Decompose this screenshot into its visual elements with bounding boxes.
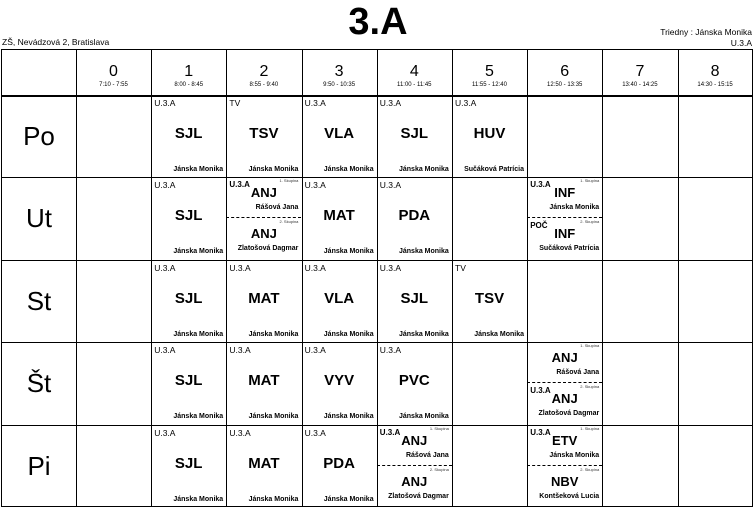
lesson-teacher: Jánska Monika	[173, 495, 224, 503]
period-header	[678, 50, 753, 95]
period-time: 11:55 - 12:40	[472, 82, 507, 88]
timetable-grid	[1, 49, 753, 507]
period-number: 4	[409, 63, 419, 80]
grid-column-divider	[678, 50, 679, 506]
lesson-subject: ANJ	[401, 432, 428, 448]
lesson-teacher: Rášová Jana	[556, 369, 600, 377]
group-label: 1. Skupina	[580, 343, 600, 349]
lesson-subject: VYV	[324, 372, 355, 390]
lesson-cell[interactable]	[226, 425, 301, 508]
lesson-cell[interactable]	[151, 342, 226, 425]
period-header	[602, 50, 677, 95]
group-label: 1. Skupina	[580, 178, 600, 184]
lesson-room: U.3.A	[455, 98, 477, 108]
lesson-room: U.3.A	[379, 180, 402, 191]
period-number: 1	[184, 63, 194, 80]
lesson-teacher: Jánska Monika	[173, 248, 224, 256]
lesson-cell[interactable]	[302, 425, 377, 508]
lesson-teacher: Jánska Monika	[248, 166, 299, 173]
lesson-teacher: Jánska Monika	[398, 248, 449, 256]
group-label: 2. Skupina	[580, 219, 600, 225]
lesson-subject: SJL	[174, 372, 203, 390]
lesson-subject: MAT	[323, 207, 355, 225]
lesson-subject: PDA	[323, 454, 355, 472]
lesson-cell[interactable]	[527, 177, 602, 260]
lesson-group[interactable]	[527, 177, 602, 218]
lesson-room: U.3.A	[304, 427, 326, 438]
group-divider	[377, 465, 452, 466]
lesson-subject: SJL	[174, 125, 203, 142]
lesson-teacher: Zlatošová Dagmar	[237, 245, 299, 253]
lesson-teacher: Jánska Monika	[323, 413, 374, 421]
lesson-room: U.3.A	[304, 180, 326, 191]
period-number: 5	[485, 63, 494, 80]
lesson-subject: ANJ	[551, 391, 578, 407]
period-header	[151, 50, 226, 95]
lesson-room: U.3.A	[379, 427, 401, 437]
grid-column-divider	[602, 50, 603, 506]
lesson-group[interactable]	[226, 177, 301, 218]
lesson-room: U.3.A	[229, 262, 251, 273]
lesson-teacher: Jánska Monika	[248, 495, 299, 503]
lesson-group[interactable]	[377, 466, 452, 507]
lesson-cell[interactable]	[302, 177, 377, 260]
lesson-group[interactable]	[527, 425, 602, 466]
class-info	[660, 27, 752, 49]
lesson-subject: SJL	[174, 454, 203, 472]
period-time: 7:10 - 7:55	[99, 82, 128, 88]
lesson-room: U.3.A	[154, 427, 176, 438]
period-time: 9:50 - 10:35	[323, 82, 356, 88]
lesson-room: U.3.A	[154, 345, 176, 356]
day-label: Pi	[27, 450, 51, 481]
lesson-subject: SJL	[174, 207, 203, 225]
lesson-subject: SJL	[400, 289, 429, 307]
lesson-room: U.3.A	[304, 262, 326, 273]
lesson-cell[interactable]	[302, 260, 377, 343]
lesson-subject: SJL	[400, 125, 429, 142]
lesson-room: U.3.A	[379, 262, 402, 273]
lesson-room: U.3.A	[229, 180, 250, 190]
group-label: 2. Skupina	[580, 384, 600, 390]
lesson-room: U.3.A	[379, 345, 402, 356]
lesson-cell[interactable]	[377, 95, 452, 178]
lesson-cell[interactable]	[377, 260, 452, 343]
lesson-cell[interactable]	[151, 177, 226, 260]
lesson-cell[interactable]	[226, 177, 301, 260]
lesson-subject: INF	[554, 185, 576, 201]
lesson-group[interactable]	[527, 383, 602, 424]
lesson-subject: MAT	[248, 454, 280, 472]
period-header	[226, 50, 301, 95]
lesson-group[interactable]	[527, 342, 602, 383]
day-label: Št	[26, 368, 52, 399]
lesson-cell[interactable]	[151, 260, 226, 343]
lesson-teacher: Jánska Monika	[549, 451, 600, 459]
group-divider	[527, 382, 602, 383]
lesson-teacher: Jánska Monika	[173, 166, 224, 173]
group-label: 2. Skupina	[580, 466, 600, 472]
period-number: 0	[109, 63, 118, 80]
lesson-cell[interactable]	[452, 95, 527, 178]
period-time: 13:40 - 14:25	[622, 82, 658, 88]
lesson-room: TV	[455, 262, 466, 273]
group-label: 1. Skupina	[279, 178, 299, 184]
lesson-teacher: Jánska Monika	[173, 413, 224, 421]
lesson-group[interactable]	[527, 466, 602, 507]
lesson-teacher: Rášová Jana	[405, 451, 449, 459]
lesson-subject: INF	[554, 226, 576, 242]
group-divider	[226, 217, 301, 218]
period-header	[302, 50, 377, 95]
lesson-teacher: Jánska Monika	[323, 248, 374, 256]
class-teacher: Triedny : Jánska Monika	[660, 27, 752, 37]
lesson-cell[interactable]	[302, 342, 377, 425]
lesson-room: U.3.A	[530, 427, 551, 437]
lesson-teacher: Jánska Monika	[323, 495, 374, 503]
page-title: 3.A	[348, 1, 408, 43]
lesson-subject: TSV	[249, 125, 279, 142]
lesson-teacher: Jánska Monika	[398, 330, 449, 338]
lesson-cell[interactable]	[226, 342, 301, 425]
lesson-room: U.3.A	[229, 427, 251, 438]
lesson-room: TV	[229, 98, 241, 108]
lesson-subject: ANJ	[401, 473, 428, 489]
lesson-subject: ANJ	[551, 350, 578, 366]
lesson-cell[interactable]	[377, 425, 452, 508]
lesson-group[interactable]	[527, 218, 602, 259]
lesson-room: U.3.A	[530, 180, 551, 190]
period-time: 14:30 - 15:15	[697, 82, 733, 88]
period-time: 12:50 - 13:35	[547, 82, 583, 88]
home-room: U.3.A	[730, 38, 752, 48]
lesson-subject: TSV	[474, 289, 505, 307]
lesson-cell[interactable]	[377, 342, 452, 425]
lesson-cell[interactable]	[151, 425, 226, 508]
lesson-teacher: Zlatošová Dagmar	[388, 492, 449, 500]
lesson-teacher: Sučáková Patrícia	[539, 245, 600, 253]
lesson-cell[interactable]	[302, 95, 377, 178]
lesson-teacher: Kontšeková Lucia	[539, 492, 600, 500]
lesson-subject: NBV	[550, 473, 579, 489]
lesson-cell[interactable]	[226, 260, 301, 343]
lesson-teacher: Jánska Monika	[549, 204, 600, 212]
lesson-teacher: Rášová Jana	[255, 204, 299, 212]
lesson-teacher: Zlatošová Dagmar	[538, 410, 600, 418]
day-label: St	[26, 285, 52, 316]
lesson-subject: PVC	[398, 372, 430, 390]
lesson-teacher: Jánska Monika	[248, 330, 299, 338]
day-label: Po	[23, 121, 55, 151]
lesson-subject: HUV	[473, 125, 506, 142]
grid-column-divider	[76, 50, 77, 506]
lesson-room: U.3.A	[154, 180, 176, 191]
period-number: 3	[334, 63, 344, 80]
period-header	[76, 50, 151, 95]
lesson-room: U.3.A	[530, 386, 551, 396]
group-label: 2. Skupina	[429, 466, 449, 472]
lesson-subject: MAT	[248, 372, 280, 390]
period-number: 2	[259, 63, 269, 80]
period-number: 8	[710, 63, 720, 80]
lesson-teacher: Sučáková Patrícia	[464, 166, 524, 173]
lesson-room: U.3.A	[304, 345, 326, 356]
period-time: 11:00 - 11:45	[397, 82, 432, 88]
lesson-subject: VLA	[324, 289, 355, 307]
lesson-cell[interactable]	[527, 425, 602, 508]
lesson-cell[interactable]	[377, 177, 452, 260]
lesson-subject: VLA	[324, 125, 355, 142]
group-divider	[527, 217, 602, 218]
group-label: 1. Skupina	[429, 425, 449, 431]
lesson-teacher: Jánska Monika	[323, 166, 374, 173]
period-number: 7	[635, 63, 645, 80]
lesson-room: U.3.A	[379, 98, 402, 108]
lesson-subject: ANJ	[250, 226, 277, 242]
lesson-room: U.3.A	[154, 262, 176, 273]
lesson-room: U.3.A	[229, 345, 251, 356]
lesson-subject: ANJ	[250, 185, 277, 201]
period-time: 8:00 - 8:45	[174, 82, 204, 88]
lesson-teacher: Jánska Monika	[474, 330, 524, 338]
school-name: ZŠ, Nevádzová 2, Bratislava	[2, 37, 110, 47]
lesson-cell[interactable]	[226, 95, 301, 178]
lesson-subject: ETV	[552, 432, 578, 448]
lesson-teacher: Jánska Monika	[398, 166, 449, 173]
lesson-room: POČ	[530, 221, 548, 231]
lesson-subject: MAT	[248, 289, 280, 307]
lesson-subject: SJL	[174, 289, 203, 307]
lesson-teacher: Jánska Monika	[323, 330, 374, 338]
lesson-teacher: Jánska Monika	[398, 413, 449, 421]
lesson-room: U.3.A	[304, 98, 326, 108]
group-divider	[527, 465, 602, 466]
lesson-subject: PDA	[398, 207, 431, 225]
period-header	[527, 50, 602, 95]
lesson-cell[interactable]	[452, 260, 527, 343]
period-time: 8:55 - 9:40	[249, 82, 279, 88]
lesson-group[interactable]	[377, 425, 452, 466]
lesson-room: U.3.A	[154, 98, 176, 108]
lesson-cell[interactable]	[527, 342, 602, 425]
group-label: 1. Skupina	[580, 425, 600, 431]
group-label: 2. Skupina	[279, 219, 299, 225]
lesson-group[interactable]	[226, 218, 301, 259]
period-header	[377, 50, 452, 95]
lesson-teacher: Jánska Monika	[173, 330, 224, 338]
period-number: 6	[560, 63, 570, 80]
lesson-teacher: Jánska Monika	[248, 413, 299, 421]
period-header	[452, 50, 527, 95]
lesson-cell[interactable]	[151, 95, 226, 178]
day-label: Ut	[26, 203, 52, 234]
